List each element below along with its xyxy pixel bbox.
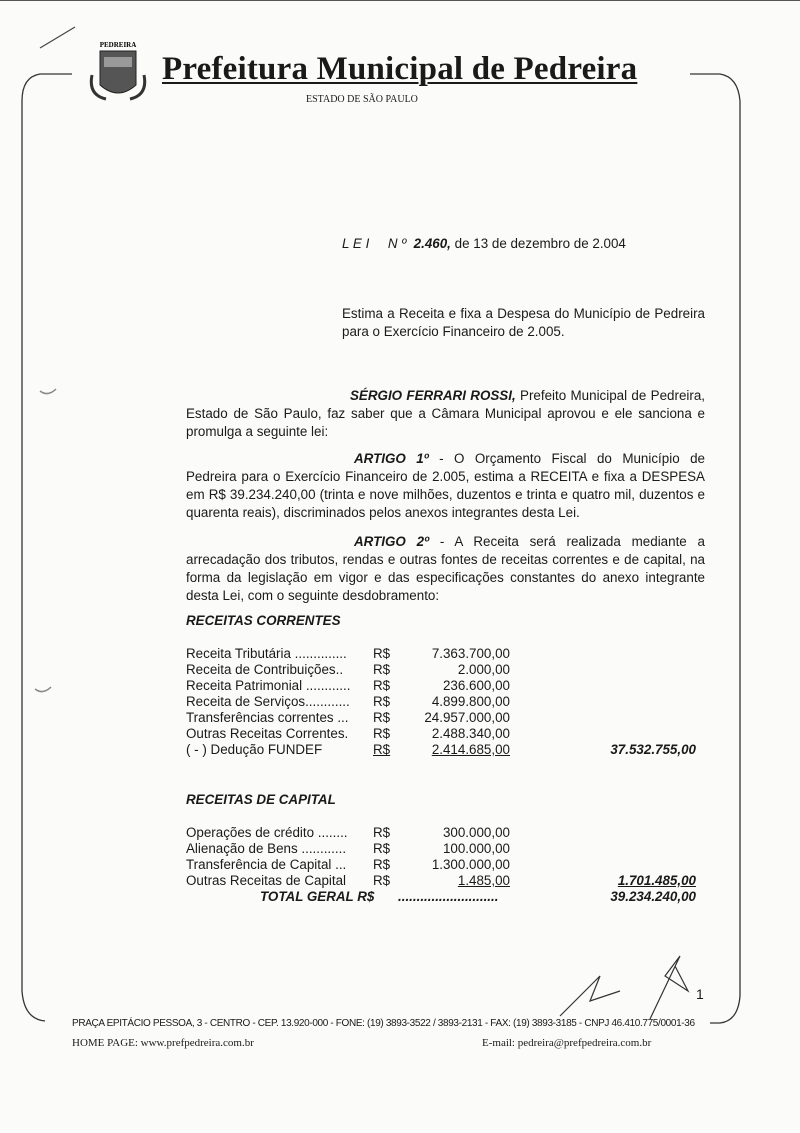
receitas-capital-heading: RECEITAS DE CAPITAL — [186, 792, 336, 807]
revenue-row — [186, 726, 706, 742]
revenue-value: 100.000,00 — [442, 841, 510, 856]
header-state: ESTADO DE SÃO PAULO — [306, 94, 418, 105]
revenue-row — [186, 742, 706, 758]
law-num-label: N º — [387, 236, 407, 251]
revenue-label: Alienação de Bens ............ — [186, 841, 347, 856]
article-2 — [186, 533, 705, 605]
revenue-row — [186, 646, 706, 662]
revenue-row — [186, 694, 706, 710]
receitas-correntes-heading: RECEITAS CORRENTES — [186, 613, 341, 628]
footer-address: PRAÇA EPITÁCIO PESSOA, 3 - CENTRO - CEP. 13.920-000 - FONE: (19) 3893-3522 / 3893-2131 - FAX: (19) 3893-3185 - CNPJ 46.410.775/0001-36 — [72, 1018, 695, 1029]
currency: R$ — [373, 678, 391, 693]
revenue-value: 2.414.685,00 — [431, 742, 510, 757]
currency: R$ — [373, 662, 391, 677]
footer-homepage: HOME PAGE: www.prefpedreira.com.br — [72, 1037, 254, 1049]
section-total: 37.532.755,00 — [610, 742, 696, 757]
revenue-label: Operações de crédito ........ — [186, 825, 348, 840]
revenue-row — [186, 678, 706, 694]
currency: R$ — [373, 726, 391, 741]
article-2-label: ARTIGO 2º — [354, 534, 429, 549]
article-1-text: - O Orçamento Fiscal do Município de Pedreira para o Exercício Financeiro de 2.005, estima a RECEITA e fixa a DESPESA em R$ 39.234.240,00 (trinta e nove milhões, duzentos e trinta e quatro mil, duzentos e quarenta reais), discriminados pelos anexos integrantes desta Lei. — [186, 451, 705, 520]
currency: R$ — [373, 742, 391, 757]
revenue-value: 2.000,00 — [457, 662, 510, 677]
revenue-label: Outras Receitas Correntes. — [186, 726, 349, 741]
revenue-value: 2.488.340,00 — [431, 726, 510, 741]
revenue-label: ( - ) Dedução FUNDEF — [186, 742, 323, 757]
intro-paragraph — [186, 387, 705, 441]
revenue-row — [186, 857, 706, 873]
revenue-row — [186, 873, 706, 889]
revenue-label: Receita de Serviços............ — [186, 694, 350, 709]
revenue-value: 1.485,00 — [457, 873, 510, 888]
revenue-value: 1.300.000,00 — [431, 857, 510, 872]
currency: R$ — [373, 841, 391, 856]
revenue-value: 4.899.800,00 — [431, 694, 510, 709]
law-summary: Estima a Receita e fixa a Despesa do Município de Pedreira para o Exercício Financeiro de 2.005. — [342, 306, 705, 339]
currency: R$ — [373, 710, 391, 725]
total-geral-value: 39.234.240,00 — [610, 889, 696, 904]
total-geral-dots: ........................... — [398, 889, 499, 904]
header-title: Prefeitura Municipal de Pedreira — [162, 51, 638, 87]
currency: R$ — [373, 694, 391, 709]
currency: R$ — [373, 646, 391, 661]
intro-text: Prefeito Municipal de Pedreira, Estado de São Paulo, faz saber que a Câmara Municipal aprovou e ele sanciona e promulga a seguinte lei: — [186, 388, 705, 439]
revenue-label: Transferências correntes ... — [186, 710, 349, 725]
currency: R$ — [373, 873, 391, 888]
law-title — [342, 235, 626, 253]
revenue-label: Receita de Contribuições.. — [186, 662, 344, 677]
mayor-name: SÉRGIO FERRARI ROSSI, — [350, 388, 516, 403]
revenue-value: 24.957.000,00 — [424, 710, 510, 725]
section-total: 1.701.485,00 — [617, 873, 696, 888]
law-lei: L E I — [342, 236, 370, 251]
total-geral-row — [186, 889, 706, 905]
revenue-label: Receita Patrimonial ............ — [186, 678, 351, 693]
page-number: 1 — [696, 986, 704, 1002]
revenue-label: Transferência de Capital ... — [186, 857, 347, 872]
article-1-label: ARTIGO 1º — [354, 451, 429, 466]
currency: R$ — [373, 857, 391, 872]
revenue-label: Outras Receitas de Capital — [186, 873, 347, 888]
law-number: 2.460, — [413, 236, 451, 251]
svg-text:PEDREIRA: PEDREIRA — [99, 41, 137, 49]
revenue-row — [186, 841, 706, 857]
revenue-row — [186, 825, 706, 841]
revenue-row — [186, 662, 706, 678]
revenue-label: Receita Tributária .............. — [186, 646, 347, 661]
currency: R$ — [373, 825, 391, 840]
total-geral-label: TOTAL GERAL R$ — [260, 889, 375, 904]
revenue-value: 7.363.700,00 — [431, 646, 510, 661]
municipal-crest-logo — [86, 15, 150, 115]
article-1 — [186, 450, 705, 522]
law-date: de 13 de dezembro de 2.004 — [454, 236, 626, 251]
revenue-value: 236.600,00 — [442, 678, 510, 693]
article-2-text: - A Receita será realizada mediante a arrecadação dos tributos, rendas e outras fontes de receitas correntes e de capital, na forma da legislação em vigor e das especificações constantes do anexo integrante desta Lei, com o seguinte desdobramento: — [186, 534, 706, 603]
revenue-row — [186, 710, 706, 726]
footer-email: E-mail: pedreira@prefpedreira.com.br — [482, 1037, 652, 1049]
signature — [560, 956, 688, 1019]
revenue-value: 300.000,00 — [442, 825, 510, 840]
